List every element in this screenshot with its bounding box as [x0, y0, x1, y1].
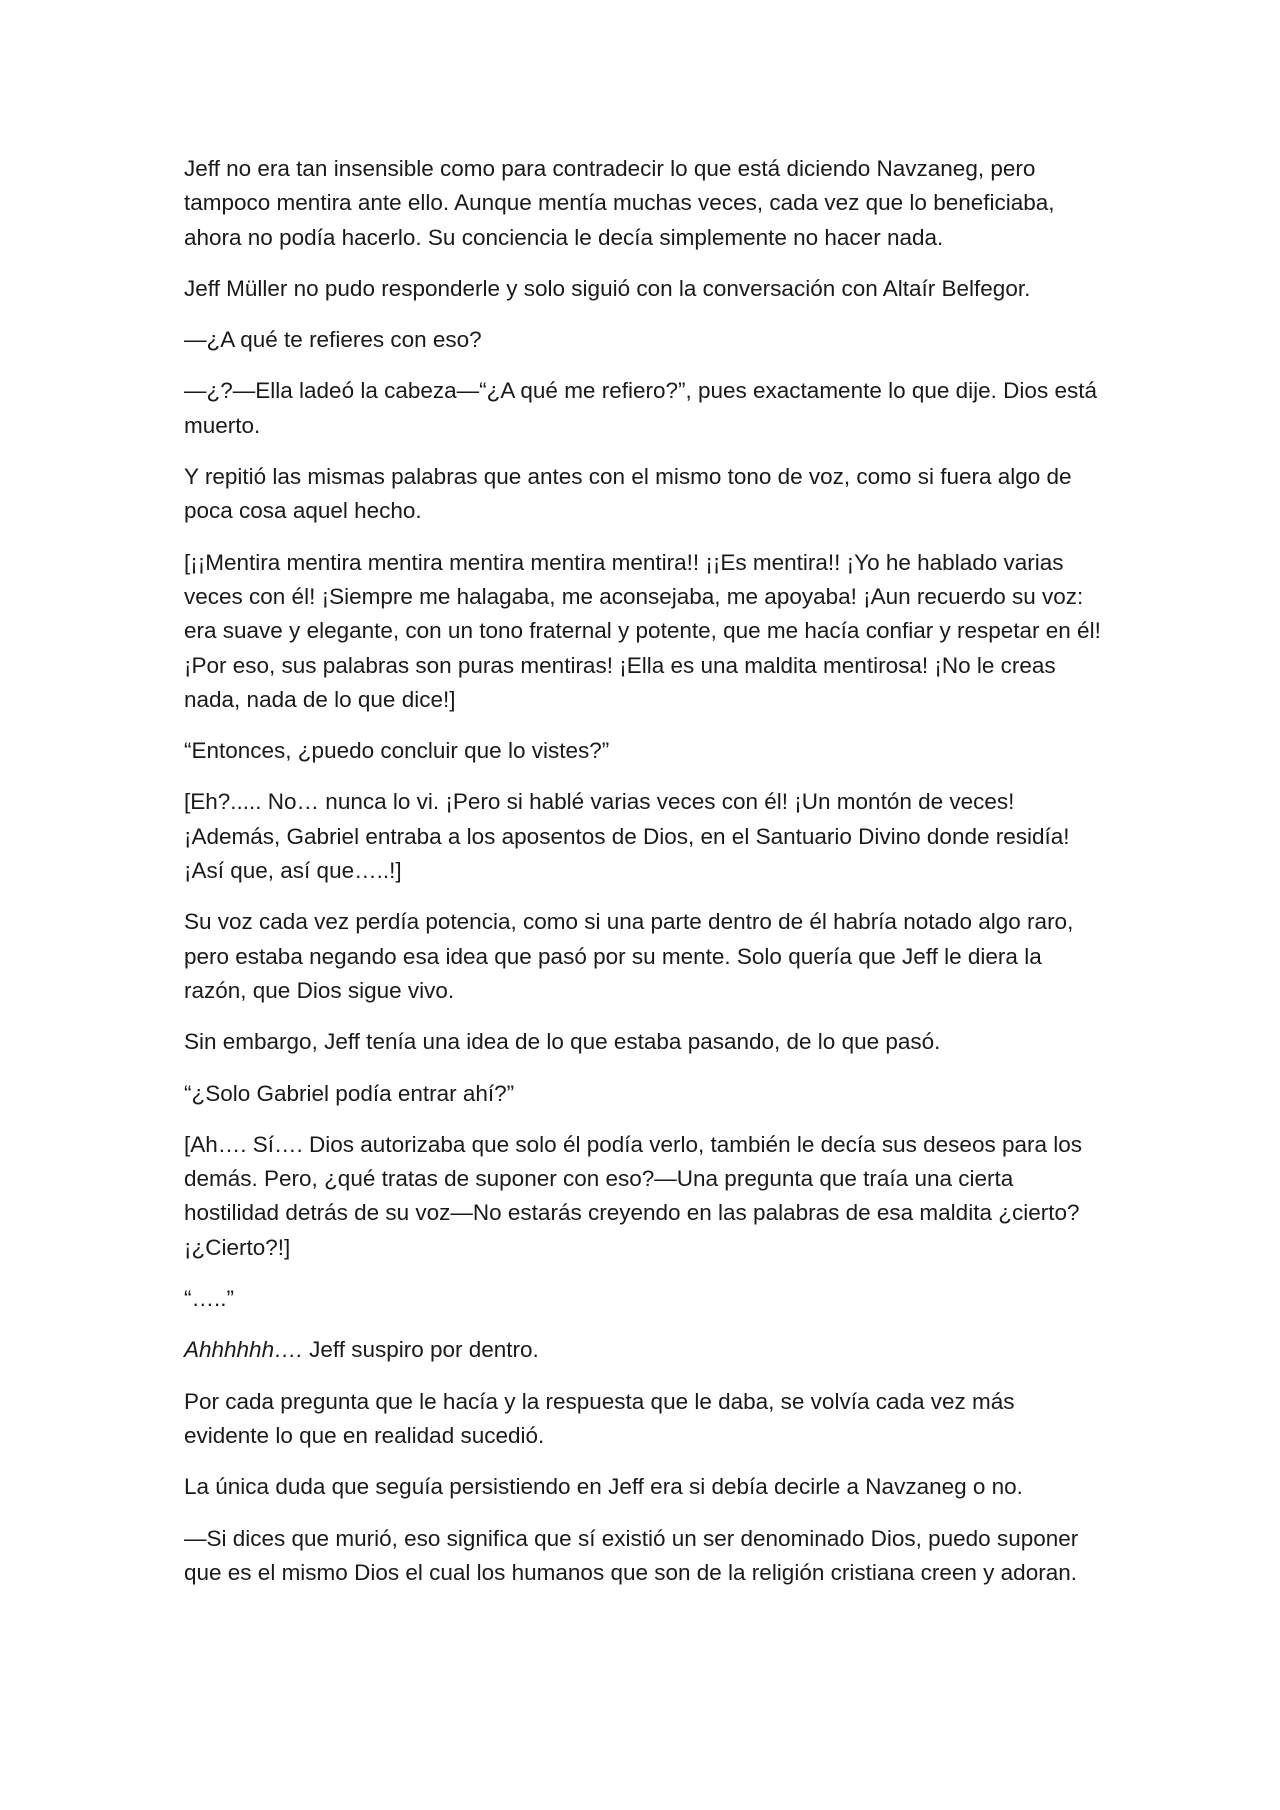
paragraph-2: Jeff Müller no pudo responderle y solo siguió con la conversación con Altaír Belfegor. [184, 275, 1031, 301]
paragraph-12: [Ah…. Sí…. Dios autorizaba que solo él podía verlo, también le decía sus deseos para los demás. Pero, ¿qué tratas de suponer con eso?—Una pregunta que traía una cierta hostilidad detrás de su voz—No estarás creyendo en las palabras de esa maldita ¿cierto? ¡¿Cierto?!] [184, 1131, 1083, 1260]
italic-sigh: Ahhhhhh…. [184, 1337, 303, 1363]
paragraph-8: [Eh?..... No… nunca lo vi. ¡Pero si hablé varias veces con él! ¡Un montón de veces! ¡Además, Gabriel entraba a los aposentos de Dios, en el Santuario Divino donde residía! ¡Así que, así que…..!] [184, 789, 1070, 884]
paragraph-7: “Entonces, ¿puedo concluir que lo vistes?” [184, 738, 610, 764]
paragraph-5: Y repitió las mismas palabras que antes con el mismo tono de voz, como si fuera algo de poca cosa aquel hecho. [184, 464, 1072, 524]
document-body [184, 152, 1104, 1607]
paragraph-11: “¿Solo Gabriel podía entrar ahí?” [184, 1080, 515, 1106]
paragraph-17: —Si dices que murió, eso significa que sí existió un ser denominado Dios, puedo suponer que es el mismo Dios el cual los humanos que son de la religión cristiana creen y adoran. [184, 1525, 1079, 1585]
paragraph-16: La única duda que seguía persistiendo en Jeff era si debía decirle a Navzaneg o no. [184, 1474, 1023, 1500]
paragraph-1: Jeff no era tan insensible como para contradecir lo que está diciendo Navzaneg, pero tampoco mentira ante ello. Aunque mentía muchas veces, cada vez que lo beneficiaba, ahora no podía hacerlo. Su conciencia le decía simplemente no hacer nada. [184, 156, 1055, 250]
paragraph-13: “…..” [184, 1286, 234, 1312]
paragraph-4: —¿?—Ella ladeó la cabeza—“¿A qué me refiero?”, pues exactamente lo que dije. Dios está muerto. [184, 378, 1097, 438]
paragraph-14 [184, 1333, 1104, 1367]
paragraph-3: —¿A qué te refieres con eso? [184, 327, 482, 353]
paragraph-9: Su voz cada vez perdía potencia, como si una parte dentro de él habría notado algo raro, pero estaba negando esa idea que pasó por su mente. Solo quería que Jeff le diera la razón, que Dios sigue vivo. [184, 909, 1074, 1003]
paragraph-15: Por cada pregunta que le hacía y la respuesta que le daba, se volvía cada vez más evidente lo que en realidad sucedió. [184, 1388, 1015, 1448]
paragraph-6: [¡¡Mentira mentira mentira mentira mentira mentira!! ¡¡Es mentira!! ¡Yo he hablado varias veces con él! ¡Siempre me halagaba, me aconsejaba, me apoyaba! ¡Aun recuerdo su voz: era suave y elegante, con un tono fraternal y potente, que me hacía confiar y respetar en él! ¡Por eso, sus palabras son puras mentiras! ¡Ella es una maldita mentirosa! ¡No le creas nada, nada de lo que dice!] [184, 549, 1101, 712]
paragraph-14-text: Jeff suspiro por dentro. [302, 1337, 539, 1363]
paragraph-10: Sin embargo, Jeff tenía una idea de lo que estaba pasando, de lo que pasó. [184, 1029, 941, 1055]
